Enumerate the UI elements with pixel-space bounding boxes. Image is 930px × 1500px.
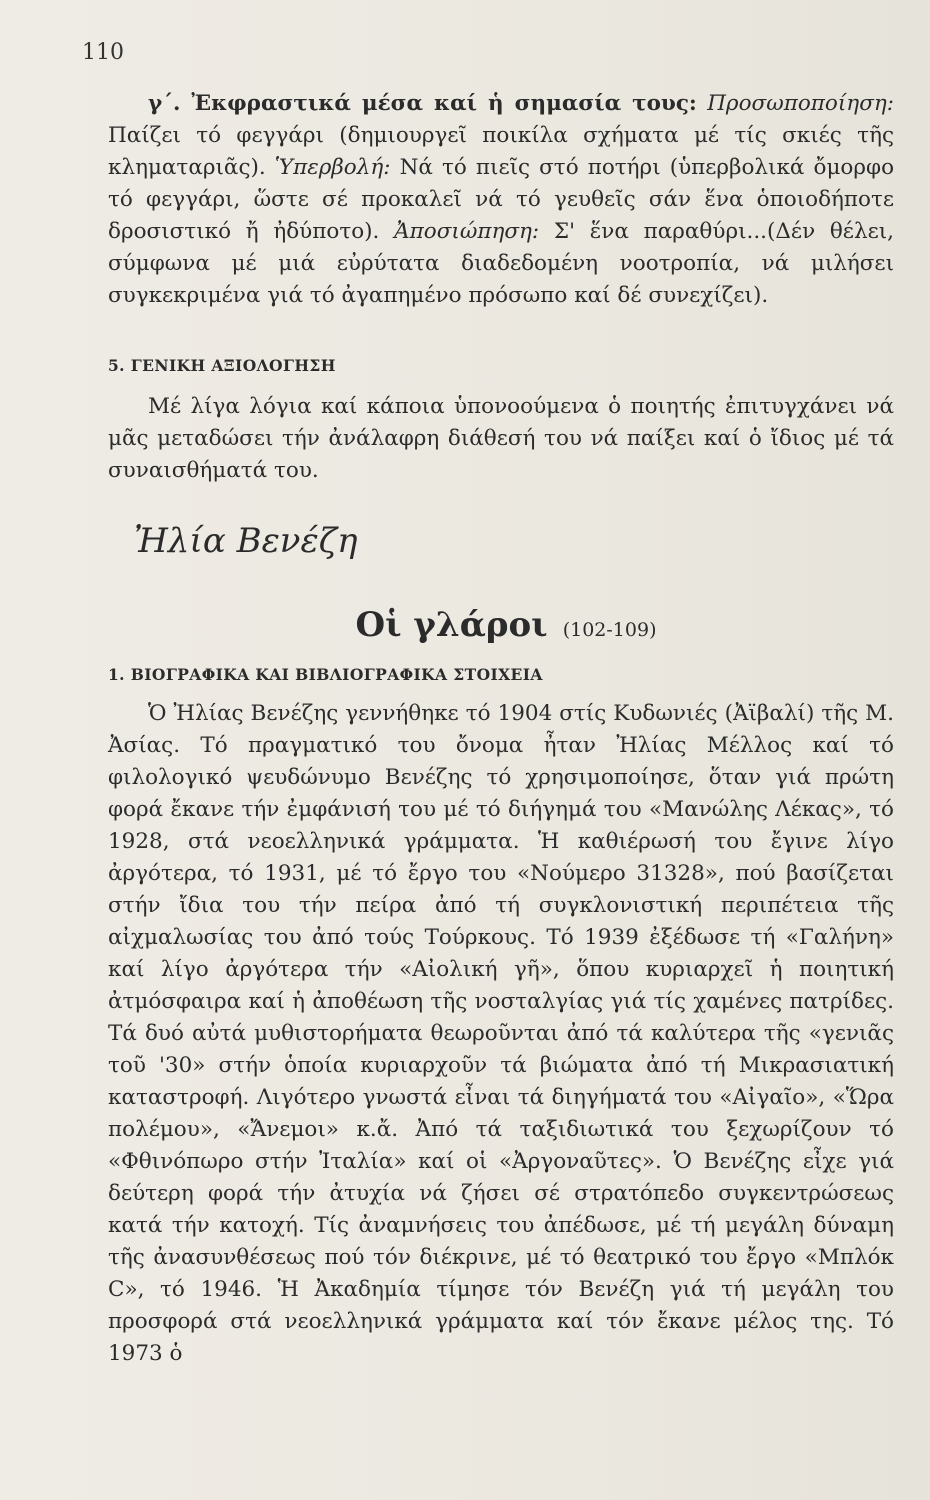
general-evaluation-paragraph: Μέ λίγα λόγια καί κάποια ὑπονοούμενα ὁ ποιητής ἐπιτυγχάνει νά μᾶς μεταδώσει τήν ἀνάλαφρη διάθεσή του νά παίξει καί ὁ ἴδιος μέ τά συναισθήματά του. xyxy=(108,394,894,483)
page-content xyxy=(108,88,894,1370)
expressive-means-paragraph xyxy=(108,88,894,312)
section-heading-general-evaluation: 5. ΓΕΝΙΚΗ ΑΞΙΟΛΟΓΗΣΗ xyxy=(108,356,336,375)
term-personification: Προσωποποίηση: xyxy=(707,91,894,116)
poem-page-range: (102-109) xyxy=(562,619,657,641)
page-number: 110 xyxy=(82,40,124,65)
term-personification-text: Παίζει τό φεγγάρι (δημιουργεῖ ποικίλα σχήματα μέ τίς σκιές τῆς κληματαριᾶς). xyxy=(108,123,894,180)
expressive-means-lead: γ΄. Ἐκφραστικά μέσα καί ἡ σημασία τους: xyxy=(148,91,697,116)
term-hyperbole: Ὑπερβολή: xyxy=(274,155,391,180)
section-heading-biography: 1. ΒΙΟΓΡΑΦΙΚΑ ΚΑΙ ΒΙΒΛΙΟΓΡΑΦΙΚΑ ΣΤΟΙΧΕΙΑ xyxy=(108,665,543,684)
biography-paragraph: Ὁ Ἠλίας Βενέζης γεννήθηκε τό 1904 στίς Κυδωνιές (Ἀϊβαλί) τῆς Μ. Ἀσίας. Τό πραγματικό του ὄνομα ἦταν Ἠλίας Μέλλος καί τό φιλολογικό ψευδώνυμο Βενέζης τό χρησιμοποίησε, ὅταν γιά πρώτη φορά ἔκανε τήν ἐμφάνισή του μέ τό διήγημά του «Μανώλης Λέκας», τό 1928, στά νεοελληνικά γράμματα. Ἡ καθιέρωσή του ἔγινε λίγο ἀργότερα, τό 1931, μέ τό ἔργο του «Νούμερο 31328», πού βασίζεται στήν ἴδια του τήν πείρα ἀπό τή συγκλονιστική περιπέτεια τῆς αἰχμαλωσίας του ἀπό τούς Τούρκους. Τό 1939 ἐξέδωσε τή «Γαλήνη» καί λίγο ἀργότερα τήν «Αἰολική γῆ», ὅπου κυριαρχεῖ ἡ ποιητική ἀτμόσφαιρα καί ἡ ἀποθέωση τῆς νοσταλγίας γιά τίς χαμένες πατρίδες. Τά δυό αὐτά μυθιστορήματα θεωροῦνται ἀπό τά καλύτερα τῆς «γενιᾶς τοῦ '30» στήν ὁποία κυριαρχοῦν τά βιώματα ἀπό τή Μικρασιατική καταστροφή. Λιγότερο γνωστά εἶναι τά διηγήματά του «Αἰγαῖο», «Ὥρα πολέμου», «Ἄνεμοι» κ.ἄ. Ἀπό τά ταξιδιωτικά του ξεχωρίζουν τό «Φθινόπωρο στήν Ἰταλία» καί οἱ «Ἀργοναῦτες». Ὁ Βενέζης εἶχε γιά δεύτερη φορά τήν ἀτυχία νά ζήσει σέ στρατόπεδο συγκεντρώσεως κατά τήν κατοχή. Τίς ἀναμνήσεις του ἀπέδωσε, μέ τή μεγάλη δύναμη τῆς ἀνασυνθέσεως πού τόν διέκρινε, μέ τό θεατρικό του ἔργο «Μπλόκ C», τό 1946. Ἡ Ἀκαδημία τίμησε τόν Βενέζη γιά τή μεγάλη του προσφορά στά νεοελληνικά γράμματα καί τόν ἔκανε μέλος της. Τό 1973 ὁ xyxy=(108,701,894,1366)
poem-title-row xyxy=(108,605,894,645)
term-hyperbole-text: Νά τό πιεῖς στό ποτήρι (ὑπερβολικά ὄμορφο τό φεγγάρι, ὥστε σέ προκαλεῖ νά τό γευθεῖς σάν ἕνα ὁποιοδήποτε δροσιστικό ἤ ἠδύποτο). xyxy=(108,155,895,244)
term-aposiopesis: Ἀποσιώπηση: xyxy=(394,219,540,244)
term-aposiopesis-text: Σ' ἕνα παραθύρι...(Δέν θέλει, σύμφωνα μέ μιά εὐρύτατα διαδεδομένη νοοτροπία, νά μιλήσει συγκεκριμένα γιά τό ἀγαπημένο πρόσωπο καί δέ συνεχίζει). xyxy=(108,219,894,308)
poem-title: Οἱ γλάροι xyxy=(355,605,548,645)
author-name: Ἠλία Βενέζη xyxy=(134,521,358,561)
